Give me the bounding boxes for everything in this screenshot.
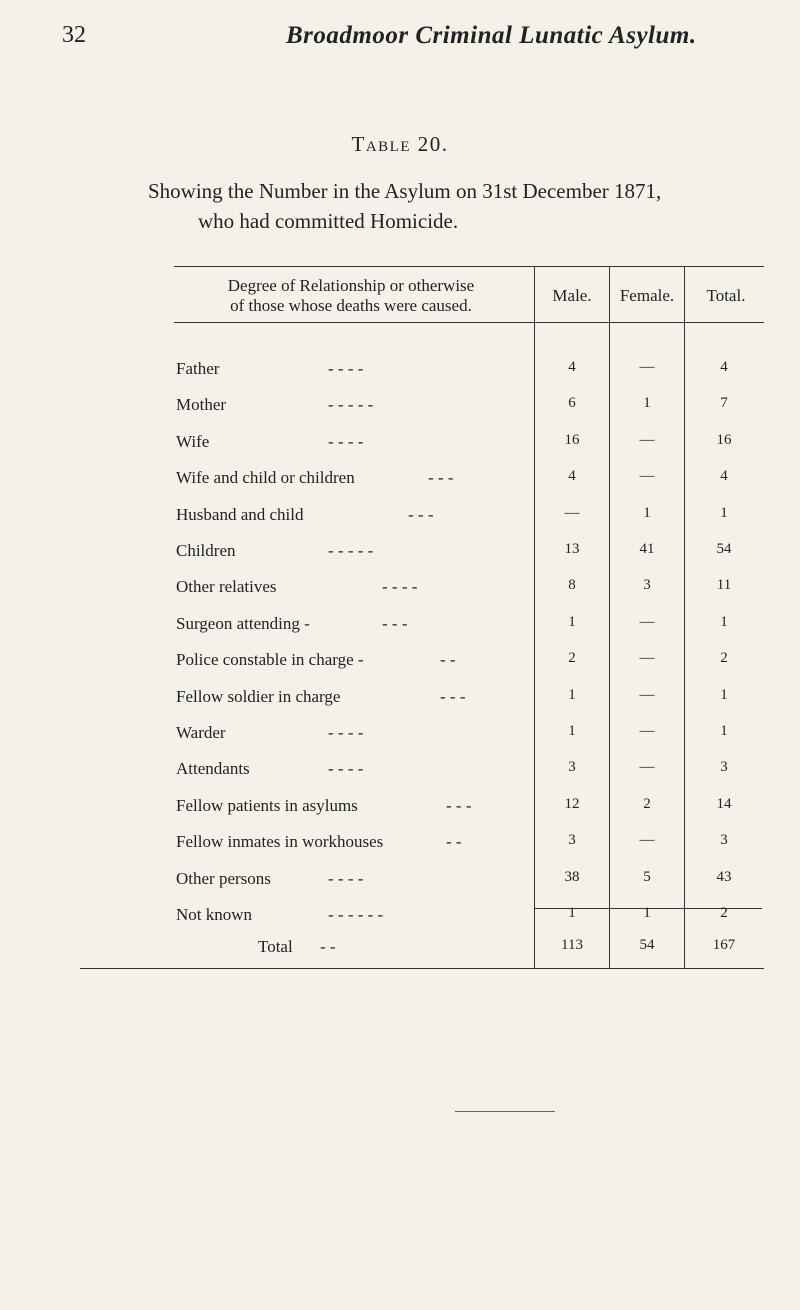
table-title: Table 20. [351, 132, 449, 156]
column-header-female: Female. [619, 286, 675, 305]
female-count: 1 [643, 395, 651, 412]
page-header [0, 22, 800, 62]
table-row [0, 505, 800, 535]
female-count: — [639, 832, 655, 849]
row-label: Mother [176, 395, 227, 415]
total-count: 16 [716, 431, 732, 448]
row-leader-dashes: - - - - [328, 359, 364, 378]
total-count: 1 [720, 613, 728, 630]
row-leader-dashes: - - - - [328, 431, 364, 451]
caption-line-1: Showing the Number in the Asylum on 31st December 1871, [148, 179, 662, 203]
row-leader-dashes: - - - - [328, 868, 364, 888]
row-leader-dashes: - - - - [328, 759, 364, 779]
row-label: Fellow patients in asylums [176, 795, 358, 815]
row-label: Other persons [176, 868, 271, 888]
male-count: 1 [568, 723, 576, 739]
row-label: Attendants [176, 759, 250, 779]
table-top-rule [174, 266, 764, 267]
male-count: 16 [564, 431, 580, 448]
table-row [0, 650, 800, 680]
total-count: 11 [716, 577, 732, 594]
male-count: 12 [564, 795, 580, 812]
male-count: 38 [564, 868, 580, 885]
row-label: Other relatives [176, 577, 277, 597]
table-row [0, 905, 800, 935]
male-count: 3 [568, 832, 576, 849]
row-label: Warder [176, 723, 226, 742]
row-leader-dashes: - - - - - [328, 395, 374, 415]
table-row [0, 687, 800, 717]
female-count: 1 [643, 504, 651, 521]
total-count: 3 [720, 832, 728, 849]
total-count: 7 [720, 395, 728, 412]
row-label: Not known [176, 905, 253, 924]
row-label: Husband and child [176, 504, 304, 524]
female-count: — [639, 723, 655, 739]
row-label: Father [176, 359, 220, 378]
total-label: Total [258, 937, 293, 956]
female-count: 3 [643, 577, 651, 594]
male-count: 13 [564, 541, 580, 557]
female-count: 5 [643, 868, 651, 885]
table-row [0, 832, 800, 862]
table-row [0, 723, 800, 753]
female-count: — [639, 759, 655, 776]
row-label: Fellow inmates in workhouses [176, 832, 384, 852]
male-count: 6 [568, 395, 576, 412]
column-header-relationship-line-1: Degree of Relationship or otherwise [227, 276, 475, 295]
total-count: 14 [716, 795, 732, 812]
row-label: Children [176, 541, 236, 560]
row-label: Police constable in charge - [176, 650, 364, 670]
table-bottom-rule [80, 968, 764, 969]
total-count: 1 [720, 723, 728, 739]
row-label: Wife and child or children [176, 468, 355, 488]
column-header-male: Male. [552, 286, 592, 305]
total-count: 4 [720, 468, 728, 485]
row-leader-dashes: - - [440, 650, 456, 670]
row-leader-dashes: - - [446, 832, 462, 852]
column-header-total: Total. [706, 286, 746, 305]
caption-line-2: who had committed Homicide. [198, 209, 459, 233]
female-count: — [639, 431, 655, 448]
column-header-relationship-line-2: of those whose deaths were caused. [230, 296, 472, 315]
row-leader-dashes: - - - - - [328, 541, 374, 560]
table-row [0, 395, 800, 425]
female-count: 2 [643, 795, 651, 812]
female-count: — [639, 468, 655, 485]
male-count: 4 [568, 468, 576, 485]
female-count: — [639, 686, 655, 703]
total-count: 2 [720, 650, 728, 667]
header-bottom-rule [174, 322, 764, 323]
table-row [0, 541, 800, 571]
female-count: — [639, 650, 655, 667]
male-count: 1 [568, 613, 576, 630]
row-leader-dashes: - - - - [328, 723, 364, 742]
row-leader-dashes: - - - [446, 795, 472, 815]
row-leader-dashes: - - - [408, 504, 434, 524]
female-count: 41 [639, 541, 655, 557]
table-row [0, 869, 800, 899]
table-row [0, 614, 800, 644]
total-count: 1 [720, 504, 728, 521]
total-count: 43 [716, 868, 732, 885]
row-leader-dashes: - - - [382, 613, 408, 633]
male-count: 1 [568, 686, 576, 703]
row-leader-dashes: - - - - - - [328, 905, 384, 924]
row-leader-dashes: - - - - [382, 577, 418, 597]
total-count: 2 [720, 905, 728, 921]
total-leader-dashes: - - [320, 937, 336, 956]
column-header-relationship [176, 276, 526, 316]
table-row [0, 796, 800, 826]
row-label: Surgeon attending - [176, 613, 310, 633]
row-leader-dashes: - - - [428, 468, 454, 488]
male-count: 4 [568, 359, 576, 375]
total-count: 54 [716, 541, 732, 557]
total-female: 54 [639, 937, 655, 953]
row-leader-dashes: - - - [440, 686, 466, 706]
row-label: Wife [176, 431, 210, 451]
male-count: 1 [568, 905, 576, 921]
table-row [0, 577, 800, 607]
male-count: 3 [568, 759, 576, 776]
row-label: Fellow soldier in charge [176, 686, 341, 706]
total-count: 4 [720, 359, 728, 375]
female-count: — [639, 613, 655, 630]
total-total: 167 [712, 937, 736, 953]
male-count: — [564, 504, 580, 521]
footer-rule [455, 1111, 555, 1112]
total-male: 113 [561, 937, 583, 953]
page-number: 32 [62, 22, 86, 48]
female-count: — [639, 359, 655, 375]
female-count: 1 [643, 905, 651, 921]
table-row [0, 759, 800, 789]
table-caption [148, 176, 788, 236]
total-count: 3 [720, 759, 728, 776]
male-count: 2 [568, 650, 576, 667]
total-row [0, 937, 800, 967]
table-row [0, 359, 800, 389]
table-row [0, 468, 800, 498]
running-title: Broadmoor Criminal Lunatic Asylum. [286, 22, 697, 49]
table-row [0, 432, 800, 462]
total-count: 1 [720, 686, 728, 703]
male-count: 8 [568, 577, 576, 594]
